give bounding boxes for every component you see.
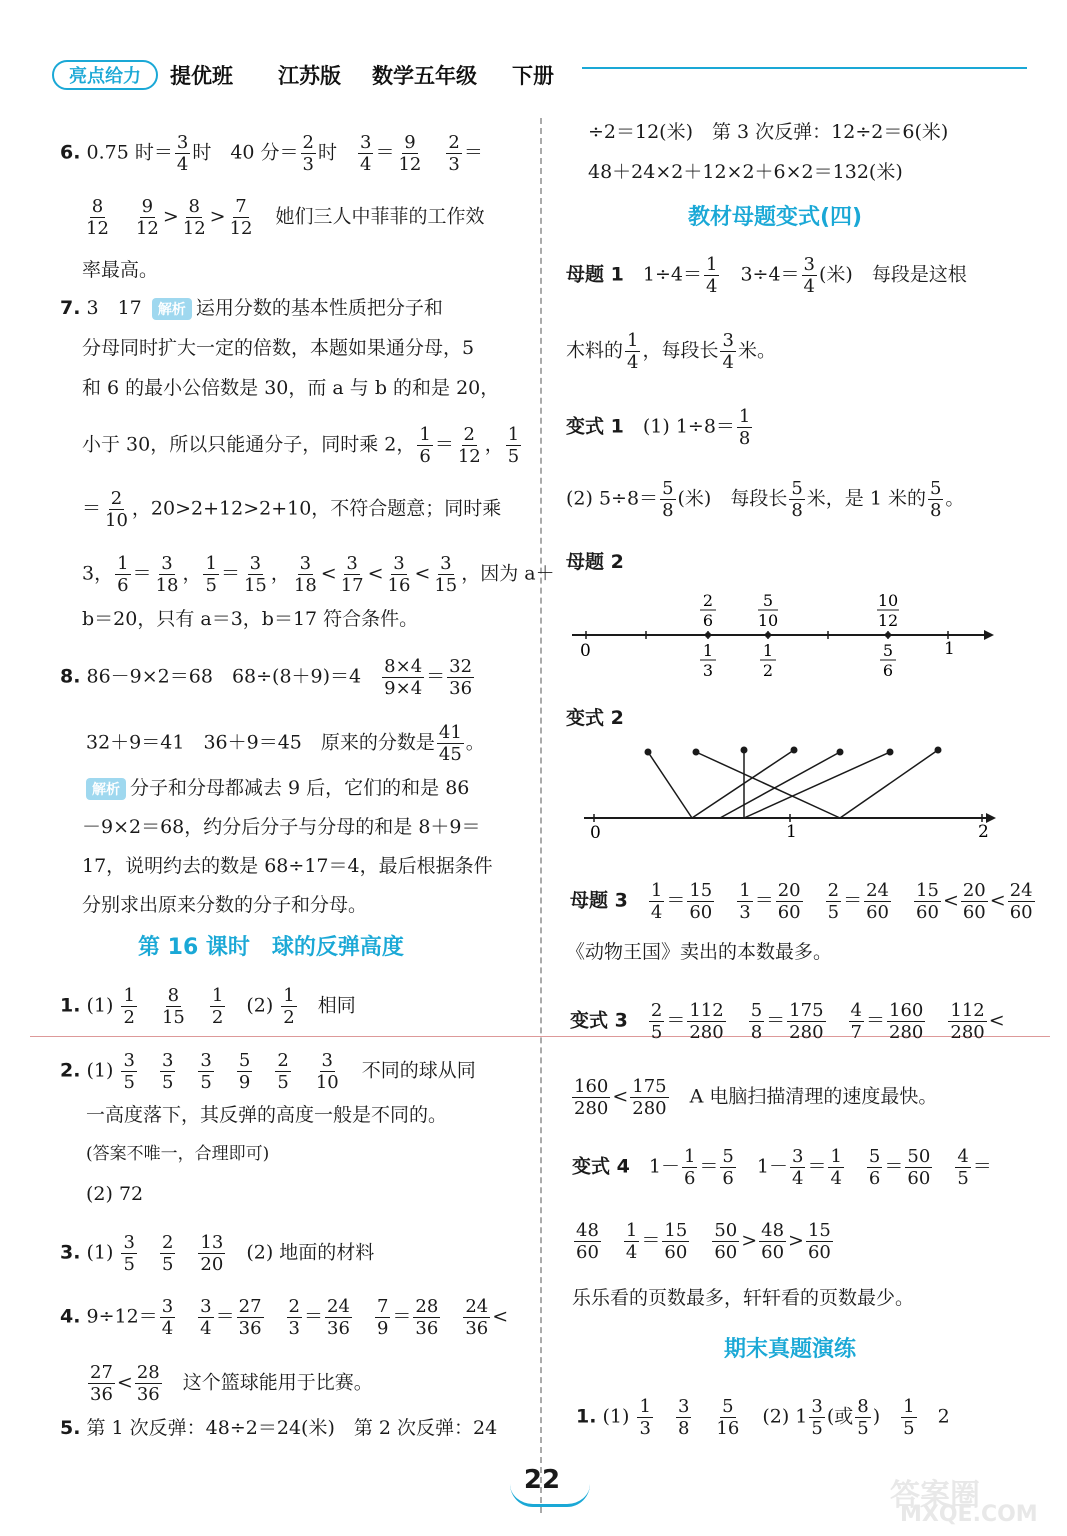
nl-bot-num: 5	[882, 641, 894, 660]
v1-line2: (2) 5÷8＝ $\frac{5}{8}$ (米) 每段长 $\frac{5}{8}$ 米，是 1 米的 $\frac{5}{8}$ 。	[566, 478, 965, 521]
q8-line5: 17，说明约去的数是 68÷17＝4，最后根据条件	[82, 855, 493, 877]
v4-line3: 乐乐看的页数最多，轩轩看的页数最少。	[572, 1287, 915, 1309]
point-one-half	[765, 632, 771, 638]
v4-line1: 变式 4 1－ $\frac{1}{6}$ ＝ $\frac{5}{6}$ 1－ $\frac{3}{4}$ ＝ $\frac{1}{4}$ $\frac{5}{6}$ ＝ $\frac{50}{60}$ $\frac{4}{5}$ ＝	[572, 1146, 992, 1189]
p1-line: 1. (1) $\frac{1}{2}$ $\frac{8}{15}$ $\frac{1}{2}$ (2) $\frac{1}{2}$ 相同	[60, 985, 356, 1028]
f1-line: 1. (1) $\frac{1}{3}$ $\frac{3}{8}$ $\frac{5}{16}$ (2) 1 $\frac{3}{5}$ (或 $\frac{8}{5}$ ) $\frac{1}{5}$ 2	[576, 1396, 950, 1439]
nl-bot-num: 1	[762, 641, 774, 660]
series-title: 提优班	[170, 64, 233, 88]
q6-line3: 率最高。	[82, 259, 159, 281]
q7-line3: 和 6 的最小公倍数是 30，而 a 与 b 的和是 20，	[82, 377, 500, 399]
q8-line4: －9×2＝68，约分后分子与分母的和是 8＋9＝	[82, 816, 481, 838]
q7-line7: b＝20，只有 a＝3，b＝17 符合条件。	[82, 608, 419, 630]
v2-dot	[791, 747, 798, 754]
point-five-sixths	[885, 632, 891, 638]
v2-dot	[741, 747, 748, 754]
m3-line2: 《动物王国》卖出的本数最多。	[566, 941, 833, 963]
v2-zero: 0	[590, 823, 601, 840]
v2-dot	[887, 749, 894, 756]
v2-dot	[693, 749, 700, 756]
nl-bot-den: 2	[762, 661, 774, 680]
v2-matching-diagram	[580, 740, 1000, 840]
q6-line2: $\frac{8}{12}$ $\frac{9}{12}$ > $\frac{8}{12}$ > $\frac{7}{12}$ 她们三人中菲菲的工作效	[86, 196, 485, 239]
q7-line4: 小于 30，所以只能通分子，同时乘 2， $\frac{1}{6}$ ＝ $\frac{2}{12}$ ， $\frac{1}{5}$	[82, 424, 520, 467]
r-line1: ÷2＝12(米) 第 3 次反弹：12÷2＝6(米)	[588, 121, 949, 143]
final-exam-title: 期末真题演练	[724, 1337, 857, 1362]
m2-label: 母题 2	[566, 551, 624, 573]
v3-line2: $\frac{160}{280}$ < $\frac{175}{280}$ A 电脑扫描清理的速度最快。	[574, 1076, 938, 1119]
watermark-url: MXQE.COM	[900, 1502, 1038, 1527]
volume: 下册	[512, 64, 554, 88]
p2-line3: (答案不唯一，合理即可)	[86, 1144, 270, 1164]
subject: 数学五年级	[372, 64, 477, 88]
p5-line: 5. 第 1 次反弹：48÷2＝24(米) 第 2 次反弹：24	[60, 1417, 498, 1439]
watermark-logo: 答案圈	[890, 1478, 980, 1513]
page-number-arc	[510, 1484, 590, 1507]
lesson-16-title: 第 16 课时 球的反弹高度	[138, 935, 404, 960]
v1-line1: 变式 1 (1) 1÷8＝ $\frac{1}{8}$	[566, 406, 751, 449]
nl-bot-den: 6	[882, 661, 894, 680]
section-4-title: 教材母题变式(四)	[688, 205, 863, 230]
q8-line1: 8. 86－9×2＝68 68÷(8＋9)＝4 $\frac{8\times 4}{9\times 4}$ ＝ $\frac{32}{36}$	[60, 656, 473, 699]
m2-number-line	[566, 590, 996, 680]
v2-two: 2	[978, 822, 989, 840]
q6-line1: 6. 0.75 时＝ $\frac{3}{4}$ 时 40 分＝ $\frac{2}{3}$ 时 $\frac{3}{4}$ ＝ $\frac{9}{12}$ $\frac{2}{3}$ ＝	[60, 132, 483, 175]
nl-top-den: 6	[702, 611, 714, 630]
p2-line1: 2. (1) $\frac{3}{5}$ $\frac{3}{5}$ $\frac{3}{5}$ $\frac{5}{9}$ $\frac{2}{5}$ $\frac{3}{10}$ 不同的球从同	[60, 1050, 476, 1093]
p4-line1: 4. 9÷12＝ $\frac{3}{4}$ $\frac{3}{4}$ ＝ $\frac{27}{36}$ $\frac{2}{3}$ ＝ $\frac{24}{36}$ $\frac{7}{9}$ ＝ $\frac{28}{36}$ $\frac{24}{36}$ <	[60, 1296, 509, 1339]
edition: 江苏版	[278, 64, 341, 88]
v2-label: 变式 2	[566, 707, 624, 729]
nl-top-den: 10	[757, 611, 779, 630]
nl-top-num: 10	[877, 591, 899, 610]
nl-bot-den: 3	[702, 661, 714, 680]
point-one-third	[705, 632, 711, 638]
p3-line: 3. (1) $\frac{3}{5}$ $\frac{2}{5}$ $\frac{13}{20}$ (2) 地面的材料	[60, 1232, 375, 1275]
m1-line1: 母题 1 1÷4＝ $\frac{1}{4}$ 3÷4＝ $\frac{3}{4}$ (米) 每段是这根	[566, 254, 967, 297]
v4-line2: $\frac{48}{60}$ $\frac{1}{4}$ ＝ $\frac{15}{60}$ $\frac{50}{60}$ > $\frac{48}{60}$ > $\frac{15}{60}$	[576, 1220, 831, 1263]
q8-line6: 分别求出原来分数的分子和分母。	[82, 894, 368, 916]
v2-one: 1	[786, 822, 797, 840]
q7-line6: 3， $\frac{1}{6}$ ＝ $\frac{3}{18}$ ， $\frac{1}{5}$ ＝ $\frac{3}{15}$ ， $\frac{3}{18}$ < $\frac{3}{17}$ < $\frac{3}{16}$ < $\frac{3}{15}$ ，因为 a＋	[82, 553, 555, 596]
m1-line2: 木料的 $\frac{1}{4}$ ，每段长 $\frac{3}{4}$ 米。	[566, 330, 776, 373]
page-number: 22	[523, 1465, 561, 1495]
q8-line3: 解析 分子和分母都减去 9 后，它们的和是 86	[82, 776, 469, 800]
nl-top-num: 2	[702, 591, 714, 610]
brand-logo: 亮点给力	[52, 60, 158, 90]
q8-line2: 32＋9＝41 36＋9＝45 原来的分数是 $\frac{41}{45}$ 。	[86, 722, 485, 765]
m3-line1: 母题 3 $\frac{1}{4}$ ＝ $\frac{15}{60}$ $\frac{1}{3}$ ＝ $\frac{20}{60}$ $\frac{2}{5}$ ＝ $\frac{24}{60}$ $\frac{15}{60}$ < $\frac{20}{60}$ < $\frac{24}{60}$	[570, 880, 1033, 923]
v2-dot	[837, 749, 844, 756]
nl-top-num: 5	[762, 591, 774, 610]
p4-line2: $\frac{27}{36}$ < $\frac{28}{36}$ 这个篮球能用于比赛。	[90, 1362, 373, 1405]
v3-line1: 变式 3 $\frac{2}{5}$ ＝ $\frac{112}{280}$ $\frac{5}{8}$ ＝ $\frac{175}{280}$ $\frac{4}{7}$ ＝ $\frac{160}{280}$ $\frac{112}{280}$ <	[570, 1000, 1005, 1043]
q7-line1: 7. 3 17 解析 运用分数的基本性质把分子和	[60, 297, 443, 319]
column-divider	[540, 118, 542, 1513]
nl-top-den: 12	[877, 611, 899, 630]
header-rule	[582, 67, 1027, 69]
nl-bot-num: 1	[702, 641, 714, 660]
r-line2: 48＋24×2＋12×2＋6×2＝132(米)	[588, 161, 903, 183]
v2-dot	[935, 747, 942, 754]
v2-dot	[645, 749, 652, 756]
p2-line4: (2) 72	[86, 1183, 144, 1205]
p2-line2: 一高度落下，其反弹的高度一般是不同的。	[86, 1104, 448, 1126]
nl-one: 1	[944, 639, 955, 659]
q7-line5: ＝ $\frac{2}{10}$ ，20>2+12>2+10，不符合题意；同时乘	[82, 488, 502, 531]
nl-zero: 0	[580, 641, 591, 661]
q7-line2: 分母同时扩大一定的倍数，本题如果通分母，5	[82, 337, 475, 359]
